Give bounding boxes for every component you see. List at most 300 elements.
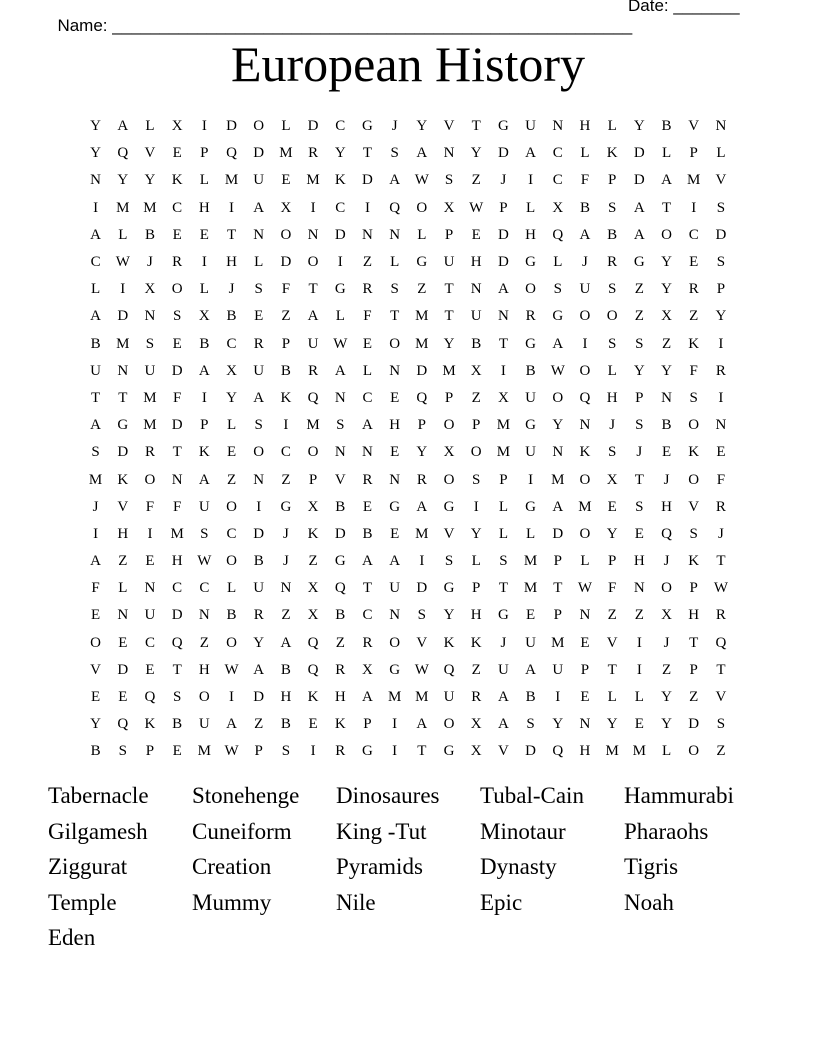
grid-letter: L [661,145,672,162]
grid-letter: Z [716,743,726,760]
grid-letter: I [201,389,207,406]
grid-letter: P [607,553,617,570]
grid-letter: Q [226,145,237,162]
grid-letter: G [416,254,428,271]
grid-letter: Y [661,689,672,706]
grid-letter: W [469,199,484,216]
grid-letter: A [362,689,373,706]
grid-letter: K [307,689,319,706]
grid-letter: O [253,118,265,135]
grid-letter: A [497,716,509,733]
grid-letter: N [144,308,156,325]
grid-letter: X [280,199,292,216]
grid-letter: O [253,444,265,461]
grid-letter: Y [661,716,672,733]
grid-letter: G [362,118,373,135]
grid-letter: Q [715,634,727,651]
grid-letter: L [526,199,536,216]
grid-letter: O [579,525,591,542]
grid-letter: T [362,580,373,597]
word-list-item: Eden [48,925,96,951]
grid-letter: R [144,444,155,461]
grid-letter: I [419,553,425,570]
grid-letter: Z [634,607,644,624]
grid-letter: B [579,199,590,216]
grid-letter: M [306,417,320,434]
grid-letter: I [582,335,588,352]
grid-letter: Q [552,743,564,760]
grid-letter: S [390,145,399,162]
grid-letter: D [497,145,509,162]
grid-letter: O [661,580,672,597]
grid-letter: Q [443,661,455,678]
grid-letter: G [280,498,292,515]
grid-letter: M [496,444,511,461]
grid-letter: N [389,607,401,624]
grid-letter: I [256,498,262,515]
grid-letter: D [253,525,265,542]
grid-letter: B [280,362,291,379]
grid-letter: A [525,661,537,678]
word-list-item: Tubal-Cain [480,783,584,808]
grid-letter: K [171,172,183,189]
grid-letter: C [362,389,373,406]
grid-letter: A [253,661,265,678]
grid-letter: N [334,444,346,461]
grid-letter: P [553,607,562,624]
grid-letter: D [633,145,645,162]
grid-letter: E [308,716,318,733]
grid-letter: I [718,335,724,352]
grid-letter: K [280,389,292,406]
grid-letter: O [443,417,455,434]
grid-letter: O [307,254,319,271]
grid-letter: D [525,743,537,760]
grid-letter: X [470,362,482,379]
grid-letter: D [334,525,346,542]
grid-letter: D [715,226,727,243]
grid-letter: B [525,362,536,379]
grid-letter: E [716,444,726,461]
grid-letter: V [715,689,727,706]
grid-letter: V [334,471,346,488]
grid-letter: U [525,444,537,461]
grid-letter: G [497,118,509,135]
grid-letter: N [389,362,401,379]
grid-letter: I [555,689,561,706]
grid-letter: Q [661,525,672,542]
grid-letter: J [609,417,616,434]
grid-letter: V [688,118,700,135]
grid-letter: L [471,553,481,570]
grid-letter: O [525,281,537,298]
grid-letter: O [389,634,401,651]
grid-letter: M [387,689,402,706]
grid-letter: W [224,661,239,678]
grid-letter: L [553,254,563,271]
grid-letter: B [144,226,155,243]
grid-letter: S [417,607,427,624]
grid-letter: K [579,444,591,461]
grid-letter: E [91,689,101,706]
grid-letter: Q [307,661,319,678]
grid-letter: A [497,689,509,706]
grid-letter: U [497,661,509,678]
grid-letter: A [416,145,428,162]
grid-letter: G [334,553,346,570]
grid-letter: Y [253,634,265,651]
grid-letter: N [117,607,129,624]
grid-letter: L [417,226,427,243]
grid-letter: T [716,661,726,678]
grid-letter: E [362,335,373,352]
word-list-item: Dinosaures [336,783,440,808]
grid-letter: G [525,498,537,515]
grid-letter: E [172,145,182,162]
grid-letter: M [523,553,538,570]
grid-letter: U [525,118,537,135]
grid-letter: A [253,389,265,406]
word-list-item: Hammurabi [624,783,734,808]
grid-letter: T [444,308,454,325]
grid-letter: L [91,281,101,298]
grid-letter: X [307,498,319,515]
grid-letter: W [577,580,593,597]
grid-letter: X [661,607,672,624]
grid-letter: M [415,335,429,352]
grid-letter: T [716,553,726,570]
grid-letter: E [199,226,209,243]
grid-letter: H [579,743,591,760]
grid-letter: N [497,308,509,325]
grid-letter: Z [471,389,481,406]
grid-letter: N [715,118,727,135]
grid-letter: Z [634,308,644,325]
grid-letter: X [307,580,319,597]
grid-letter: P [363,716,372,733]
grid-letter: L [661,743,672,760]
grid-letter: T [417,743,427,760]
word-list-item: Temple [48,889,117,915]
grid-letter: B [253,553,264,570]
grid-letter: S [444,553,454,570]
grid-letter: E [145,553,155,570]
grid-letter: M [224,172,239,189]
grid-letter: A [253,199,265,216]
grid-letter: V [117,498,129,515]
grid-letter: O [579,362,591,379]
grid-letter: Q [307,389,319,406]
grid-letter: Y [144,172,156,189]
grid-letter: G [389,498,401,515]
grid-letter: C [172,580,183,597]
grid-letter: P [607,172,617,189]
grid-letter: Y [715,308,727,325]
grid-letter: H [171,553,183,570]
grid-letter: M [687,172,701,189]
grid-letter: S [689,525,698,542]
grid-letter: N [362,444,373,461]
grid-letter: I [229,199,235,216]
grid-letter: A [90,308,102,325]
grid-letter: X [171,118,183,135]
grid-letter: D [280,254,292,271]
grid-letter: C [144,634,155,651]
grid-letter: I [636,661,642,678]
grid-letter: U [525,389,537,406]
grid-letter: M [551,471,565,488]
grid-letter: Q [416,389,428,406]
grid-letter: X [606,471,618,488]
grid-letter: J [663,471,670,488]
grid-letter: B [471,335,482,352]
grid-letter: Q [117,145,129,162]
grid-letter: N [389,226,401,243]
grid-letter: D [688,716,700,733]
grid-letter: K [198,444,210,461]
grid-letter: H [117,525,129,542]
grid-letter: A [525,145,537,162]
grid-letter: G [389,661,401,678]
grid-letter: O [144,471,156,488]
grid-letter: L [362,362,373,379]
grid-letter: A [633,199,645,216]
grid-letter: C [226,335,237,352]
grid-letter: T [390,308,400,325]
grid-letter: R [525,308,536,325]
grid-letter: Q [334,580,346,597]
word-list-item: Tabernacle [48,783,149,808]
grid-letter: M [496,417,511,434]
grid-letter: Z [471,172,481,189]
grid-letter: L [498,525,508,542]
grid-letter: D [171,417,183,434]
grid-letter: U [253,580,265,597]
grid-letter: S [607,335,617,352]
grid-letter: B [199,335,210,352]
grid-letter: U [144,607,156,624]
grid-letter: V [443,118,455,135]
grid-letter: S [172,689,182,706]
grid-letter: S [635,417,644,434]
grid-letter: F [145,498,155,515]
grid-letter: V [715,172,727,189]
grid-letter: B [525,689,536,706]
grid-letter: M [143,389,157,406]
grid-letter: O [688,743,700,760]
grid-letter: I [364,199,370,216]
grid-letter: U [307,335,319,352]
grid-letter: N [389,471,401,488]
grid-letter: B [172,716,183,733]
grid-letter: Y [552,417,564,434]
word-list-item: Noah [624,889,674,915]
grid-letter: T [172,444,182,461]
grid-letter: Z [661,661,672,678]
grid-letter: D [362,172,373,189]
grid-letter: A [552,335,564,352]
grid-letter: O [579,471,591,488]
grid-letter: Y [90,716,102,733]
grid-letter: I [310,743,316,760]
grid-letter: T [498,335,508,352]
grid-letter: Q [117,716,129,733]
grid-letter: W [414,172,429,189]
grid-letter: M [632,743,647,760]
grid-letter: W [197,553,212,570]
grid-letter: G [117,417,129,434]
grid-letter: R [253,335,264,352]
grid-letter: M [143,417,157,434]
grid-letter: Y [443,335,455,352]
grid-letter: X [470,743,482,760]
grid-letter: G [525,335,537,352]
grid-letter: Z [417,281,427,298]
grid-letter: Y [633,362,645,379]
grid-letter: S [254,281,263,298]
grid-letter: A [280,634,292,651]
grid-letter: D [117,444,129,461]
grid-letter: X [470,716,482,733]
grid-letter: F [172,389,182,406]
grid-letter: P [444,389,454,406]
grid-letter: M [116,335,130,352]
grid-letter: N [253,226,265,243]
grid-letter: O [579,308,591,325]
grid-letter: I [337,254,343,271]
grid-letter: Z [118,553,128,570]
grid-letter: A [198,471,210,488]
grid-letter: L [607,362,617,379]
grid-letter: D [117,661,129,678]
grid-letter: T [362,145,373,162]
grid-letter: D [416,580,428,597]
grid-letter: C [362,607,373,624]
word-list-item: Stonehenge [192,783,300,808]
grid-letter: O [226,553,237,570]
grid-letter: T [471,118,481,135]
grid-letter: O [688,417,700,434]
grid-letter: P [553,553,562,570]
grid-letter: J [636,444,643,461]
word-list-item: Gilgamesh [48,818,148,844]
grid-letter: T [607,661,617,678]
grid-letter: N [552,444,564,461]
grid-letter: V [497,743,509,760]
grid-letter: Z [335,634,345,651]
grid-letter: L [199,172,209,189]
grid-letter: P [716,281,726,298]
grid-letter: M [88,471,103,488]
grid-letter: B [280,661,291,678]
grid-letter: P [499,471,508,488]
grid-letter: M [279,145,293,162]
grid-letter: B [335,498,346,515]
grid-letter: M [605,743,619,760]
grid-letter: O [226,498,237,515]
grid-letter: M [197,743,212,760]
grid-letter: P [254,743,263,760]
grid-letter: T [91,389,101,406]
grid-letter: F [172,498,182,515]
grid-letter: M [523,580,538,597]
grid-letter: M [551,634,565,651]
grid-letter: O [688,471,700,488]
grid-letter: H [606,389,618,406]
grid-letter: E [689,254,699,271]
grid-letter: A [552,498,564,515]
grid-letter: J [663,553,670,570]
grid-letter: S [91,444,100,461]
grid-letter: I [636,634,642,651]
grid-letter: R [362,634,373,651]
grid-letter: O [661,226,672,243]
grid-letter: P [499,199,508,216]
grid-letter: H [579,118,591,135]
grid-letter: I [120,281,126,298]
grid-letter: R [715,607,726,624]
grid-letter: L [390,254,400,271]
grid-letter: O [280,226,292,243]
grid-letter: T [308,281,318,298]
grid-letter: N [171,471,183,488]
grid-letter: V [90,661,102,678]
grid-letter: L [526,525,536,542]
grid-letter: O [307,444,319,461]
grid-letter: G [633,254,645,271]
grid-letter: S [553,281,562,298]
grid-letter: U [253,362,265,379]
grid-letter: W [333,335,348,352]
grid-letter: L [226,580,237,597]
grid-letter: H [198,661,210,678]
grid-letter: O [90,634,102,651]
grid-letter: I [93,199,99,216]
grid-letter: M [170,525,184,542]
grid-letter: I [718,389,724,406]
grid-letter: U [144,362,156,379]
grid-letter: R [715,362,726,379]
grid-letter: D [171,607,183,624]
grid-letter: O [226,634,237,651]
grid-letter: M [578,498,592,515]
grid-letter: C [552,172,563,189]
grid-letter: A [90,226,102,243]
grid-letter: I [201,254,207,271]
grid-letter: T [553,580,563,597]
grid-letter: E [172,335,182,352]
grid-letter: L [226,417,237,434]
grid-letter: R [172,254,183,271]
grid-letter: E [118,634,128,651]
grid-letter: M [116,199,130,216]
grid-letter: K [606,145,618,162]
grid-letter: Z [281,471,291,488]
grid-letter: E [526,607,536,624]
grid-letter: Z [226,471,237,488]
word-list-item: Pyramids [336,854,423,880]
grid-letter: J [147,254,153,271]
grid-letter: P [580,661,590,678]
grid-letter: N [633,580,645,597]
grid-letter: Q [579,389,591,406]
grid-letter: Y [117,172,129,189]
grid-letter: G [443,498,455,515]
grid-letter: K [334,172,346,189]
grid-letter: Q [144,689,156,706]
grid-letter: U [552,661,564,678]
grid-letter: Y [470,145,482,162]
